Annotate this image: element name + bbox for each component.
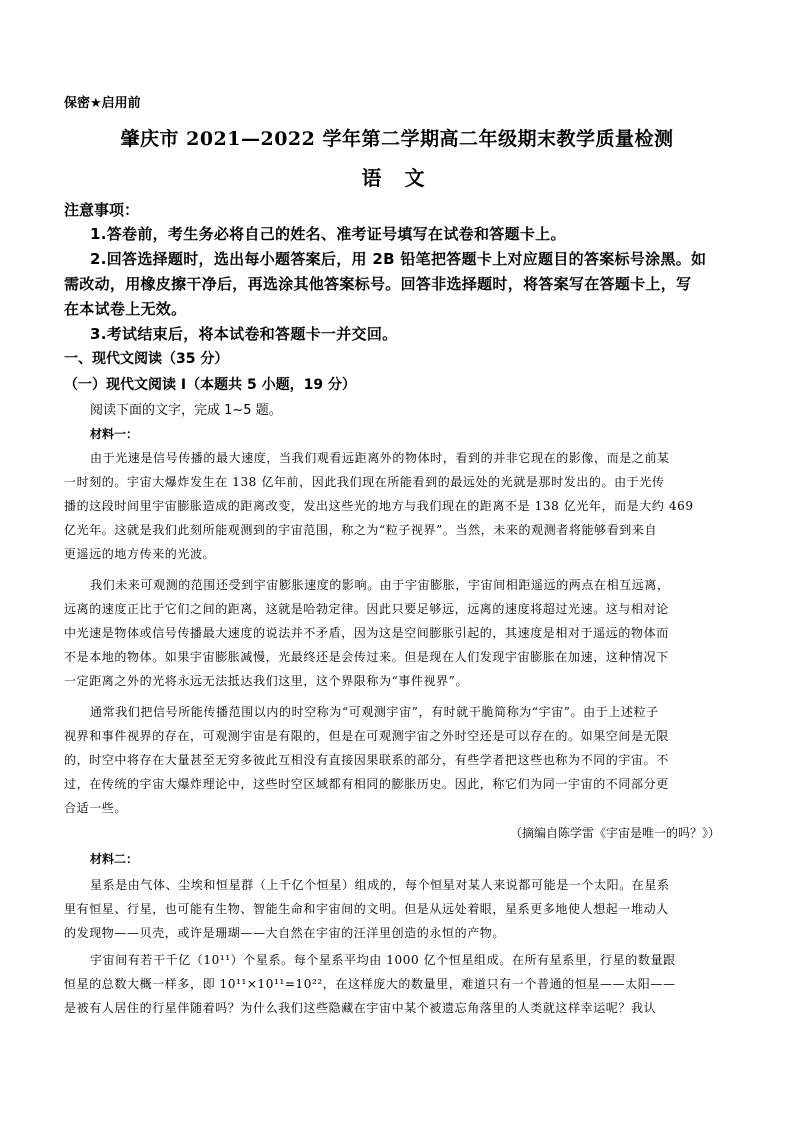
paragraph-line: 通常我们把信号所能传播范围以内的时空称为“可观测宇宙”，有时就干脆简称为“宇宙”。由于上述粒子	[90, 705, 659, 719]
notice-line: 3.考试结束后，将本试卷和答题卡一并交回。	[90, 325, 398, 343]
notice-line: 需改动，用橡皮擦干净后，再选涂其他答案标号。回答非选择题时，将答案写在答题卡上，写	[64, 275, 692, 293]
paragraph-line: 宇宙间有若干千亿（10¹¹）个星系。每个星系平均由 1000 亿个恒星组成。在所有星系里，行星的数量跟	[90, 953, 676, 967]
paragraph-line: 过，在传统的宇宙大爆炸理论中，这些时空区域都有相同的膨胀历史。因此，称它们为同一宇宙的不同部分更	[64, 777, 669, 791]
paragraph-line: 的发现物——贝壳，或许是珊瑚——大自然在宇宙的汪洋里创造的永恒的产物。	[64, 926, 506, 940]
subsection-heading: （一）现代文阅读 I（本题共 5 小题，19 分）	[64, 377, 356, 393]
notice-line: 在本试卷上无效。	[64, 300, 187, 318]
paragraph-line: 视界和事件视界的存在，可观测宇宙是有限的，但是在可观测宇宙之外时空还是可以存在的。如果空间是无限	[64, 729, 669, 743]
paragraph-line: 由于光速是信号传播的最大速度，当我们观看远距离外的物体时，看到的并非它现在的影像，而是之前某	[90, 451, 670, 465]
paragraph-line: 播的这段时间里宇宙膨胀造成的距离改变，发出这些光的地方与我们现在的距离不是 138 亿光年，而是大约 469	[64, 499, 694, 513]
subject-title: 语 文	[361, 166, 433, 190]
reading-instruction: 阅读下面的文字，完成 1~5 题。	[90, 403, 282, 418]
paragraph-line: 更遥远的地方传来的光波。	[64, 547, 216, 561]
notice-heading: 注意事项：	[64, 201, 140, 219]
paragraph-line: 星系是由气体、尘埃和恒星群（上千亿个恒星）组成的，每个恒星对某人来说都可能是一个太阳。在星系	[90, 878, 670, 892]
notice-line: 2.回答选择题时，选出每小题答案后，用 2B 铅笔把答题卡上对应题目的答案标号涂黑。如	[90, 250, 707, 268]
material-label: 材料二：	[90, 852, 139, 866]
paragraph-line: 远离的速度正比于它们之间的距离，这就是哈勃定律。因此只要足够远，远离的速度将超过光速。这与相对论	[64, 602, 669, 616]
paragraph-line: 的，时空中将存在大量甚至无穷多彼此互相没有直接因果联系的部分，有些学者把这些也称为不同的宇宙。不	[64, 753, 669, 767]
paragraph-line: 中光速是物体或信号传播最大速度的说法并不矛盾，因为这是空间膨胀引起的，其速度是相对于遥远的物体而	[64, 626, 669, 640]
paragraph-line: 不是本地的物体。如果宇宙膨胀减慢，光最终还是会传过来。但是现在人们发现宇宙膨胀在加速，这种情况下	[64, 650, 669, 664]
paragraph-line: 我们未来可观测的范围还受到宇宙膨胀速度的影响。由于宇宙膨胀，宇宙间相距遥远的两点在相互远离，	[90, 578, 670, 592]
confidential-mark: 保密★启用前	[64, 96, 141, 111]
paragraph-line: 合适一些。	[64, 801, 128, 815]
paragraph-line: 亿光年。这就是我们此刻所能观测到的宇宙范围，称之为“粒子视界”。当然，未来的观测者将能够看到来自	[64, 523, 658, 537]
paragraph-line: 恒星的总数大概一样多，即 10¹¹×10¹¹=10²²，在这样庞大的数量里，难道只有一个普通的恒星——太阳——	[64, 977, 676, 991]
material-source: （摘编自陈学雷《宇宙是唯一的吗？》）	[509, 826, 720, 840]
paragraph-line: 里有恒星、行星，也可能有生物、智能生命和宇宙间的文明。但是从远处着眼，星系更多地使人想起一堆动人	[64, 902, 669, 916]
notice-line: 1.答卷前，考生务必将自己的姓名、准考证号填写在试卷和答题卡上。	[90, 225, 566, 243]
paragraph-line: 一时刻的。宇宙大爆炸发生在 138 亿年前，因此我们现在所能看到的最远处的光就是那时发出的。由于光传	[64, 475, 665, 489]
exam-title: 肇庆市 2021—2022 学年第二学期高二年级期末教学质量检测	[120, 128, 674, 150]
paragraph-line: 一定距离之外的光将永远无法抵达我们这里，这个界限称为“事件视界”。	[64, 674, 469, 688]
paragraph-line: 是被有人居住的行星伴随着吗？为什么我们这些隐藏在宇宙中某个被遗忘角落里的人类就这样幸运呢？我认	[64, 1001, 657, 1015]
section-heading: 一、现代文阅读（35 分）	[64, 351, 229, 367]
material-label: 材料一：	[90, 427, 139, 441]
